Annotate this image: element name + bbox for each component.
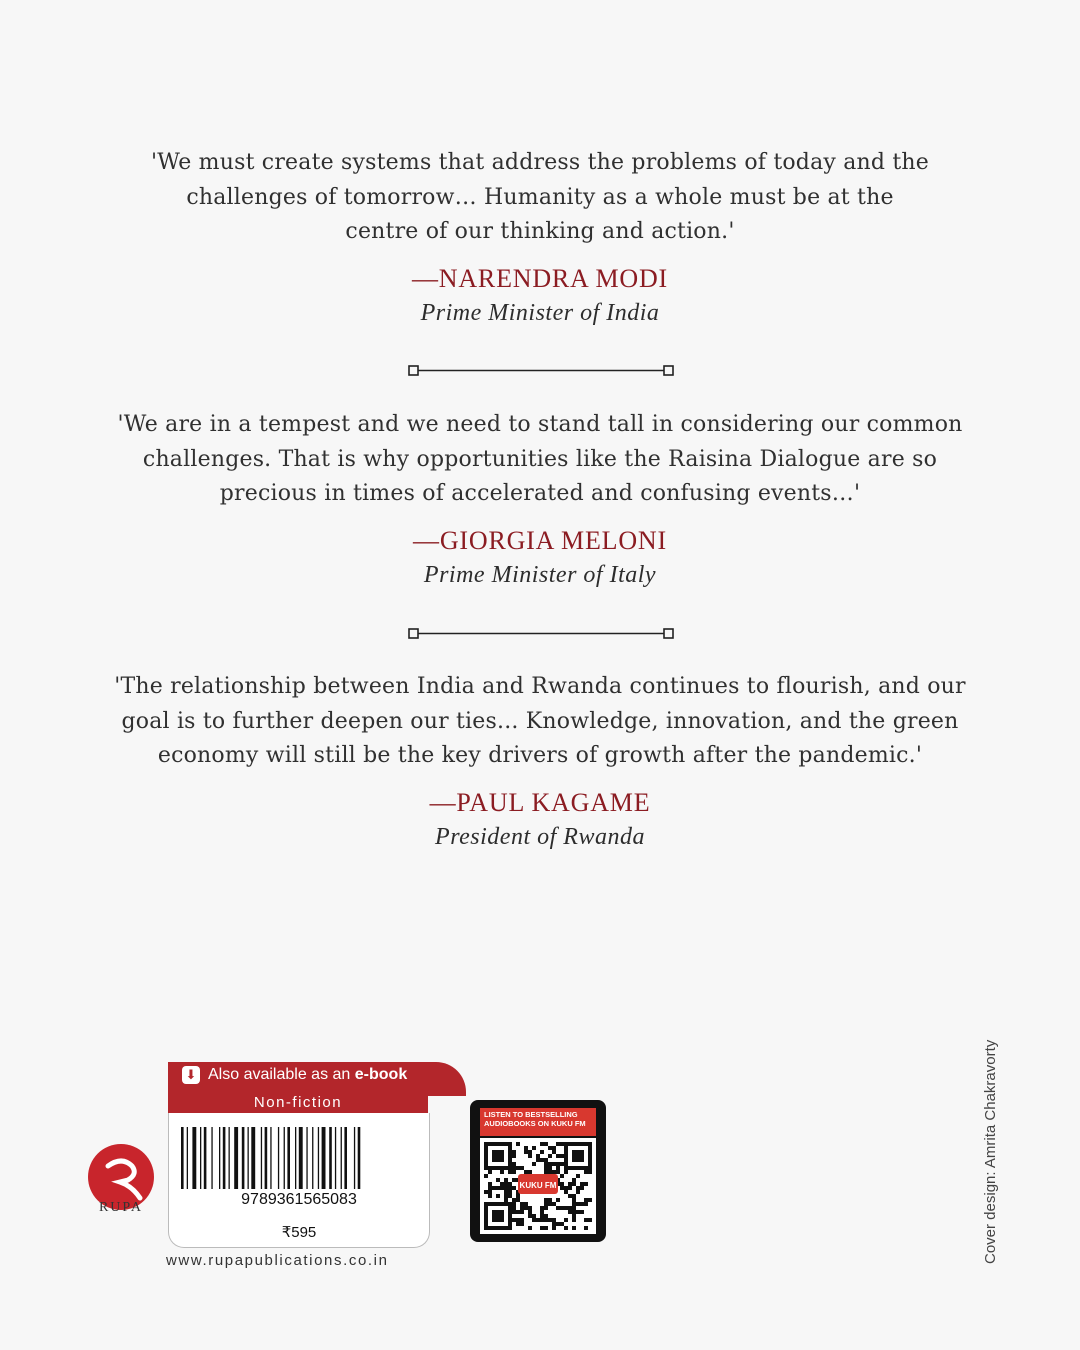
ornamental-divider <box>408 628 676 640</box>
ebook-banner-text: Also available as an e-book <box>208 1066 408 1083</box>
ebook-availability-banner <box>168 1062 466 1096</box>
quote-block-kagame <box>0 670 1080 851</box>
genre-label: Non-fiction <box>168 1093 428 1113</box>
quote-text: 'The relationship between India and Rwanda continues to flourish, and our goal is to further deepen our ties... Knowledge, innovation, and the green economy will still be the key drivers of growth after the pandemic.' <box>114 674 966 768</box>
quote-block-meloni <box>0 408 1080 589</box>
quote-text: 'We are in a tempest and we need to stand tall in considering our common challenges. That is why opportunities like the Raisina Dialogue are so precious in times of accelerated and confusing events…' <box>117 412 963 506</box>
kuku-headline: LISTEN TO BESTSELLING AUDIOBOOKS ON KUKU FM <box>480 1108 596 1136</box>
quote-author: —GIORGIA MELONI <box>413 525 667 555</box>
quote-block-modi <box>0 146 1080 327</box>
download-icon: ⬇ <box>182 1066 200 1084</box>
isbn-number: 9789361565083 <box>241 1191 357 1208</box>
quote-author-role: Prime Minister of India <box>420 299 660 326</box>
quote-author-role: Prime Minister of Italy <box>423 561 657 588</box>
quote-author: —NARENDRA MODI <box>411 263 669 293</box>
quote-author-role: President of Rwanda <box>435 823 645 850</box>
quote-author: —PAUL KAGAME <box>429 787 651 817</box>
ornamental-divider <box>408 365 676 377</box>
price: ₹595 <box>281 1224 317 1241</box>
barcode-panel <box>168 1113 430 1248</box>
kuku-fm-qr-card <box>470 1100 606 1242</box>
publisher-name: RUPA <box>98 1200 144 1215</box>
cover-design-credit: Cover design: Amrita Chakravorty <box>982 1039 999 1264</box>
kuku-fm-logo-text: KUKU FM <box>519 1181 557 1190</box>
publisher-website: www.rupapublications.co.in <box>166 1252 389 1269</box>
quote-text: 'We must create systems that address the problems of today and the challenges of tomorrow… Humanity as a whole must be at the centre of our thinking and action.' <box>150 150 930 244</box>
barcode-icon <box>181 1127 417 1189</box>
qr-code-icon <box>480 1138 596 1234</box>
